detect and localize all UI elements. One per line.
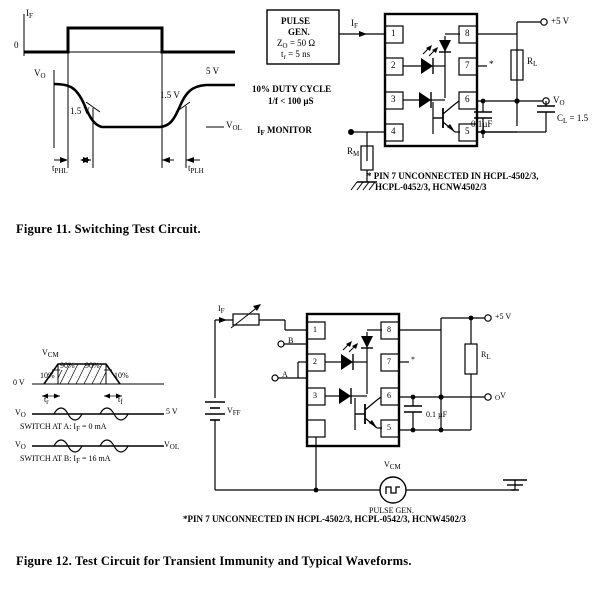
- fig11-if-label: $I_F$: [26, 8, 33, 20]
- fig11-footnote-2: HCPL-0452/3, HCNW4502/3: [375, 182, 487, 192]
- fig12-90pct-left: 90%: [60, 361, 75, 370]
- fig11-pin-8: 8: [465, 28, 470, 38]
- fig12-if-label: IF: [218, 304, 225, 315]
- fig12-pin-2: 2: [313, 357, 317, 366]
- fig12-pin-6: 6: [387, 391, 391, 400]
- fig12-pin-1: 1: [313, 325, 317, 334]
- fig11-pin-3: 3: [391, 94, 396, 104]
- fig11-cap-label: 0.1µF: [471, 119, 493, 129]
- fig12-pin7-asterisk: *: [411, 355, 415, 364]
- fig11-tphl-label: $t_{PHL}$: [52, 163, 68, 175]
- figure-11-circuit: [252, 6, 600, 201]
- fig11-pulse-gen-zo: $Z_O = 50$ Ω: [277, 38, 316, 50]
- fig12-vcm-label: VCM: [42, 348, 59, 359]
- fig11-pin-7: 7: [465, 60, 470, 70]
- fig12-pin-7: 7: [387, 357, 391, 366]
- fig11-pin-2: 2: [391, 60, 396, 70]
- fig12-switch-a-note: SWITCH AT A: IF = 0 mA: [20, 422, 107, 433]
- fig12-pulse-gen-label: PULSE GEN.: [369, 506, 414, 515]
- fig11-vo-label: $V_O$: [34, 68, 46, 80]
- fig11-threshold-left: 1.5 V: [70, 106, 90, 116]
- fig12-pin-3: 3: [313, 391, 317, 400]
- figure-12-waveform: [14, 350, 189, 480]
- fig12-vo-b-label: VO: [15, 440, 26, 451]
- fig11-duty-line2: 1/f < 100 µS: [268, 96, 314, 106]
- fig12-node-b-label: B: [288, 336, 294, 345]
- fig11-waveform-svg: [10, 8, 250, 188]
- fig11-vol-label: $V_{OL}$: [226, 120, 242, 132]
- fig12-footnote: *PIN 7 UNCONNECTED IN HCPL-4502/3, HCPL-0542/3, HCNW4502/3: [183, 514, 467, 524]
- fig11-5v-label: 5 V: [206, 66, 220, 76]
- fig12-supply-label: +5 V: [495, 312, 512, 321]
- fig11-vo-label: $V_O$: [553, 95, 565, 107]
- figure-11-caption: Figure 11. Switching Test Circuit.: [16, 222, 201, 236]
- fig12-pin-8: 8: [387, 325, 391, 334]
- fig12-90pct-right: 90%: [85, 361, 100, 370]
- fig12-vol-label: VOL: [164, 440, 180, 451]
- fig11-footnote-1: * PIN 7 UNCONNECTED IN HCPL-4502/3,: [367, 171, 539, 181]
- fig12-vo-label: OV: [495, 391, 506, 402]
- fig12-circuit-svg: [185, 292, 600, 522]
- fig11-cl-label: $C_L = 1.5$: [557, 113, 589, 125]
- fig11-pin-1: 1: [391, 28, 396, 38]
- figure-12-circuit: [185, 292, 600, 522]
- fig12-10pct-right: 10%: [114, 371, 129, 380]
- fig11-if-label: $I_F$: [351, 18, 358, 30]
- fig11-zero-label: 0: [14, 40, 19, 50]
- fig11-threshold-right: 1.5 V: [160, 90, 180, 100]
- fig11-pulse-gen-line2: GEN.: [288, 27, 310, 37]
- fig12-switch-b-note: SWITCH AT B: IF = 16 mA: [20, 454, 111, 465]
- fig11-pin-6: 6: [465, 94, 470, 104]
- fig12-tf-label: tf: [118, 395, 123, 406]
- fig11-pin7-asterisk: *: [489, 59, 494, 69]
- fig12-vo-a-label: VO: [15, 408, 26, 419]
- fig11-pulse-gen-tr: $t_r = 5$ ns: [281, 49, 311, 61]
- fig12-5v-label: 5 V: [166, 407, 178, 416]
- fig12-pin-5: 5: [387, 423, 391, 432]
- fig11-if-monitor-label: $I_F$ MONITOR: [257, 125, 312, 137]
- fig12-vcm-label: VCM: [384, 460, 401, 471]
- figure-12-caption: Figure 12. Test Circuit for Transient Immunity and Typical Waveforms.: [16, 554, 412, 568]
- fig12-vff-label: VFF: [227, 406, 241, 417]
- fig11-pin-4: 4: [391, 126, 396, 136]
- fig11-tplh-label: $t_{PLH}$: [188, 163, 204, 175]
- fig11-pin-5: 5: [465, 126, 470, 136]
- fig11-rl-label: $R_L$: [527, 56, 538, 68]
- fig12-tr-label: tr: [44, 395, 49, 406]
- fig12-zero-v-label: 0 V: [13, 378, 25, 387]
- fig12-node-a-label: A: [282, 370, 288, 379]
- fig12-rl-label: RL: [481, 350, 491, 361]
- fig11-duty-line1: 10% DUTY CYCLE: [252, 84, 332, 94]
- figure-11-waveform: [10, 8, 250, 188]
- fig11-rm-label: $R_M$: [347, 146, 360, 158]
- fig12-cap-label: 0.1 µF: [426, 410, 448, 419]
- fig12-10pct-left: 10%: [40, 371, 55, 380]
- fig11-supply-label: +5 V: [551, 16, 570, 26]
- fig11-pulse-gen-line1: PULSE: [281, 16, 311, 26]
